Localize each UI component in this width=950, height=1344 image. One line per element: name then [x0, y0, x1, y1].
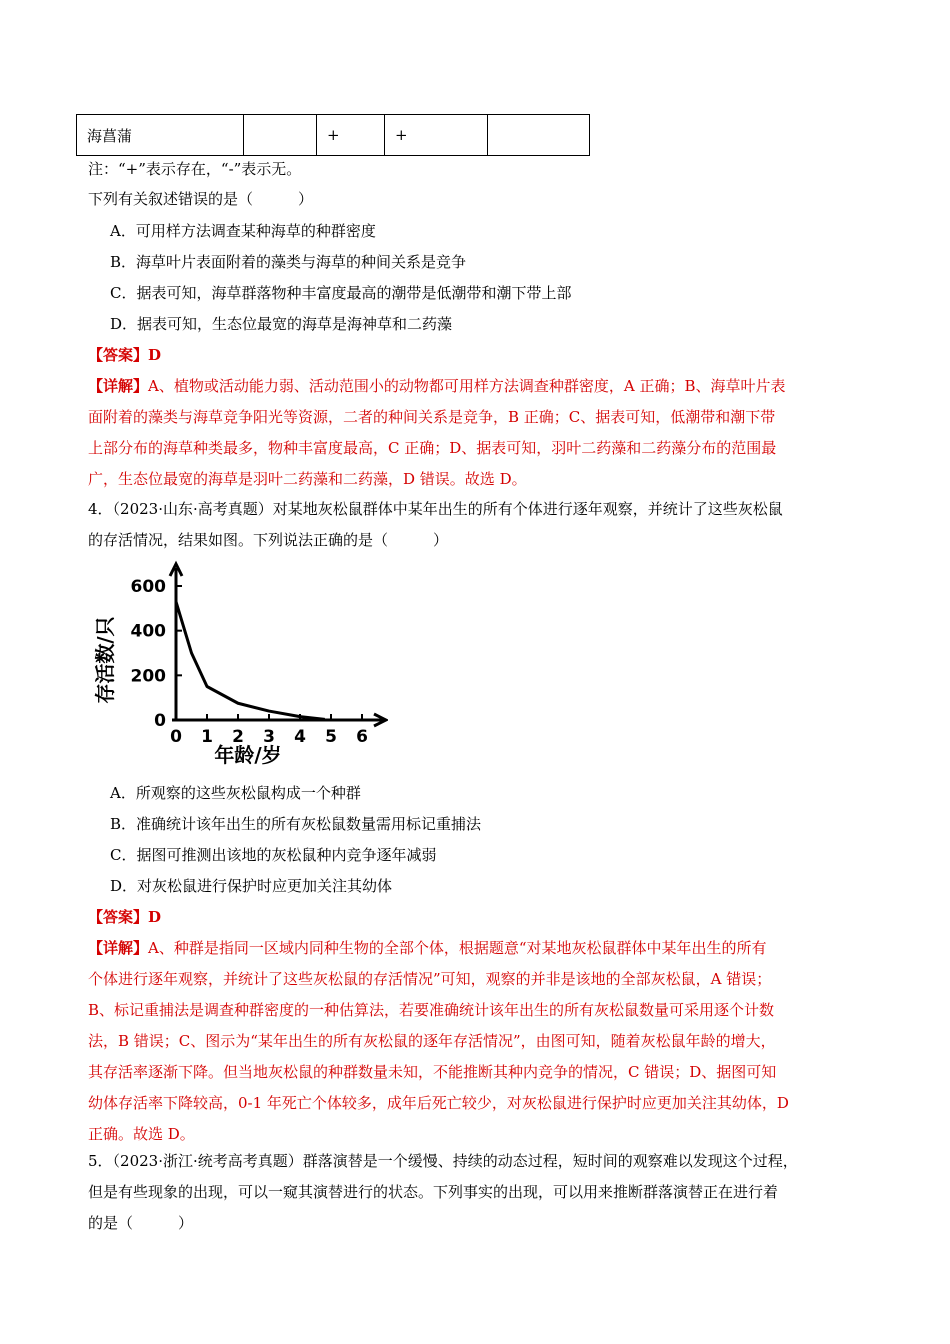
explain-line: 正确。故选 D。 [88, 1125, 195, 1143]
table-cell [488, 115, 590, 156]
explain-text: A、植物或活动能力弱、活动范围小的动物都可用样方法调查种群密度，A 正确；B、海草叶片表 [148, 377, 786, 395]
data-point [191, 653, 192, 654]
survival-curve [176, 602, 325, 720]
explain-line: 幼体存活率下降较高，0-1 年死亡个体较多，成年后死亡较少，对灰松鼠进行保护时应更加关注其幼体，D [88, 1094, 789, 1112]
chart-axes [170, 564, 386, 726]
table-cell: + [385, 115, 488, 156]
stem-line: 4．（2023·山东·高考真题）对某地灰松鼠群体中某年出生的所有个体进行逐年观察，并统计了这些灰松鼠 [88, 500, 783, 518]
q4-option-c: C．据图可推测出该地的灰松鼠种内竞争逐年减弱 [110, 846, 437, 864]
x-axis-label: 年龄/岁 [214, 743, 282, 767]
answer-label: 【答案】 [88, 346, 149, 364]
stem-line: 的是（ ） [88, 1214, 194, 1232]
q4-option-a: A．所观察的这些灰松鼠构成一个种群 [110, 784, 361, 802]
stem-line: 但是有些现象的出现，可以一窥其演替进行的状态。下列事实的出现，可以用来推断群落演替正在进行着 [88, 1183, 779, 1201]
q3-explanation [88, 371, 868, 495]
x-tick-label: 2 [232, 727, 244, 747]
explain-label: 【详解】 [88, 377, 149, 395]
table-cell [244, 115, 317, 156]
q3-option-d: D．据表可知，生态位最宽的海草是海神草和二药藻 [110, 315, 453, 333]
x-tick-label: 5 [325, 727, 337, 747]
explain-text: A、种群是指同一区域内同种生物的全部个体，根据题意“对某地灰松鼠群体中某年出生的所有 [148, 939, 767, 957]
q4-option-d: D．对灰松鼠进行保护时应更加关注其幼体 [110, 877, 393, 895]
explain-label: 【详解】 [88, 939, 149, 957]
table-note: 注：“+”表示存在，“-”表示无。 [88, 160, 302, 178]
distribution-table [76, 114, 590, 156]
y-axis-label: 存活数/只 [93, 616, 117, 704]
q3-option-a: A．可用样方法调查某种海草的种群密度 [110, 222, 376, 240]
q3-answer [88, 340, 868, 371]
table-cell-species: 海菖蒲 [77, 115, 244, 156]
explain-line: 广，生态位最宽的海草是羽叶二药藻和二药藻，D 错误。故选 D。 [88, 470, 527, 488]
data-point [207, 686, 208, 687]
explain-line: 面附着的藻类与海草竞争阳光等资源，二者的种间关系是竞争，B 正确；C、据表可知，低潮带和潮下带 [88, 408, 776, 426]
data-point [324, 719, 325, 720]
stem-line: 的存活情况，结果如图。下列说法正确的是（ ） [88, 531, 449, 549]
answer-value: D [148, 908, 162, 926]
y-tick-label: 0 [154, 711, 166, 731]
data-point [300, 716, 301, 717]
x-tick-label: 1 [201, 727, 213, 747]
x-tick-label: 6 [356, 727, 368, 747]
q4-option-b: B．准确统计该年出生的所有灰松鼠数量需用标记重捕法 [110, 815, 482, 833]
explain-line: B、标记重捕法是调查种群密度的一种估算法，若要准确统计该年出生的所有灰松鼠数量可采用逐个计数 [88, 1001, 775, 1019]
q4-explanation [88, 933, 868, 1150]
q5-stem [88, 1146, 868, 1239]
stem-line: 5．（2023·浙江·统考高考真题）群落演替是一个缓慢、持续的动态过程，短时间的观察难以发现这个过程， [88, 1152, 798, 1170]
y-tick-label: 600 [130, 577, 166, 597]
q3-option-b: B．海草叶片表面附着的藻类与海草的种间关系是竞争 [110, 253, 467, 271]
q3-option-c: C．据表可知，海草群落物种丰富度最高的潮带是低潮带和潮下带上部 [110, 284, 572, 302]
x-tick-label: 3 [263, 727, 275, 747]
data-point [238, 703, 239, 704]
q4-answer [88, 902, 868, 933]
explain-line [88, 933, 868, 964]
x-tick-label: 4 [294, 727, 306, 747]
q3-stem: 下列有关叙述错误的是（ ） [88, 190, 314, 208]
table-row [77, 115, 590, 156]
data-point [269, 711, 270, 712]
y-tick-label: 400 [130, 621, 166, 642]
q4-stem [88, 494, 868, 556]
answer-value: D [148, 346, 162, 364]
data-point [176, 601, 177, 602]
x-tick-label: 0 [170, 727, 182, 747]
y-tick-label: 200 [130, 666, 166, 687]
answer-label: 【答案】 [88, 908, 149, 926]
explain-line: 其存活率逐渐下降。但当地灰松鼠的种群数量未知，不能推断其种内竞争的情况，C 错误；D、据图可知 [88, 1063, 777, 1081]
explain-line [88, 371, 868, 402]
table-cell: + [317, 115, 385, 156]
explain-line: 个体进行逐年观察，并统计了这些灰松鼠的存活情况”可知，观察的并非是该地的全部灰松鼠，A 错误； [88, 970, 772, 988]
explain-line: 法，B 错误；C、图示为“某年出生的所有灰松鼠的逐年存活情况”，由图可知，随着灰松鼠年龄的增大， [88, 1032, 776, 1050]
survival-chart [88, 560, 388, 770]
explain-line: 上部分布的海草种类最多，物种丰富度最高，C 正确；D、据表可知，羽叶二药藻和二药藻分布的范围最 [88, 439, 777, 457]
